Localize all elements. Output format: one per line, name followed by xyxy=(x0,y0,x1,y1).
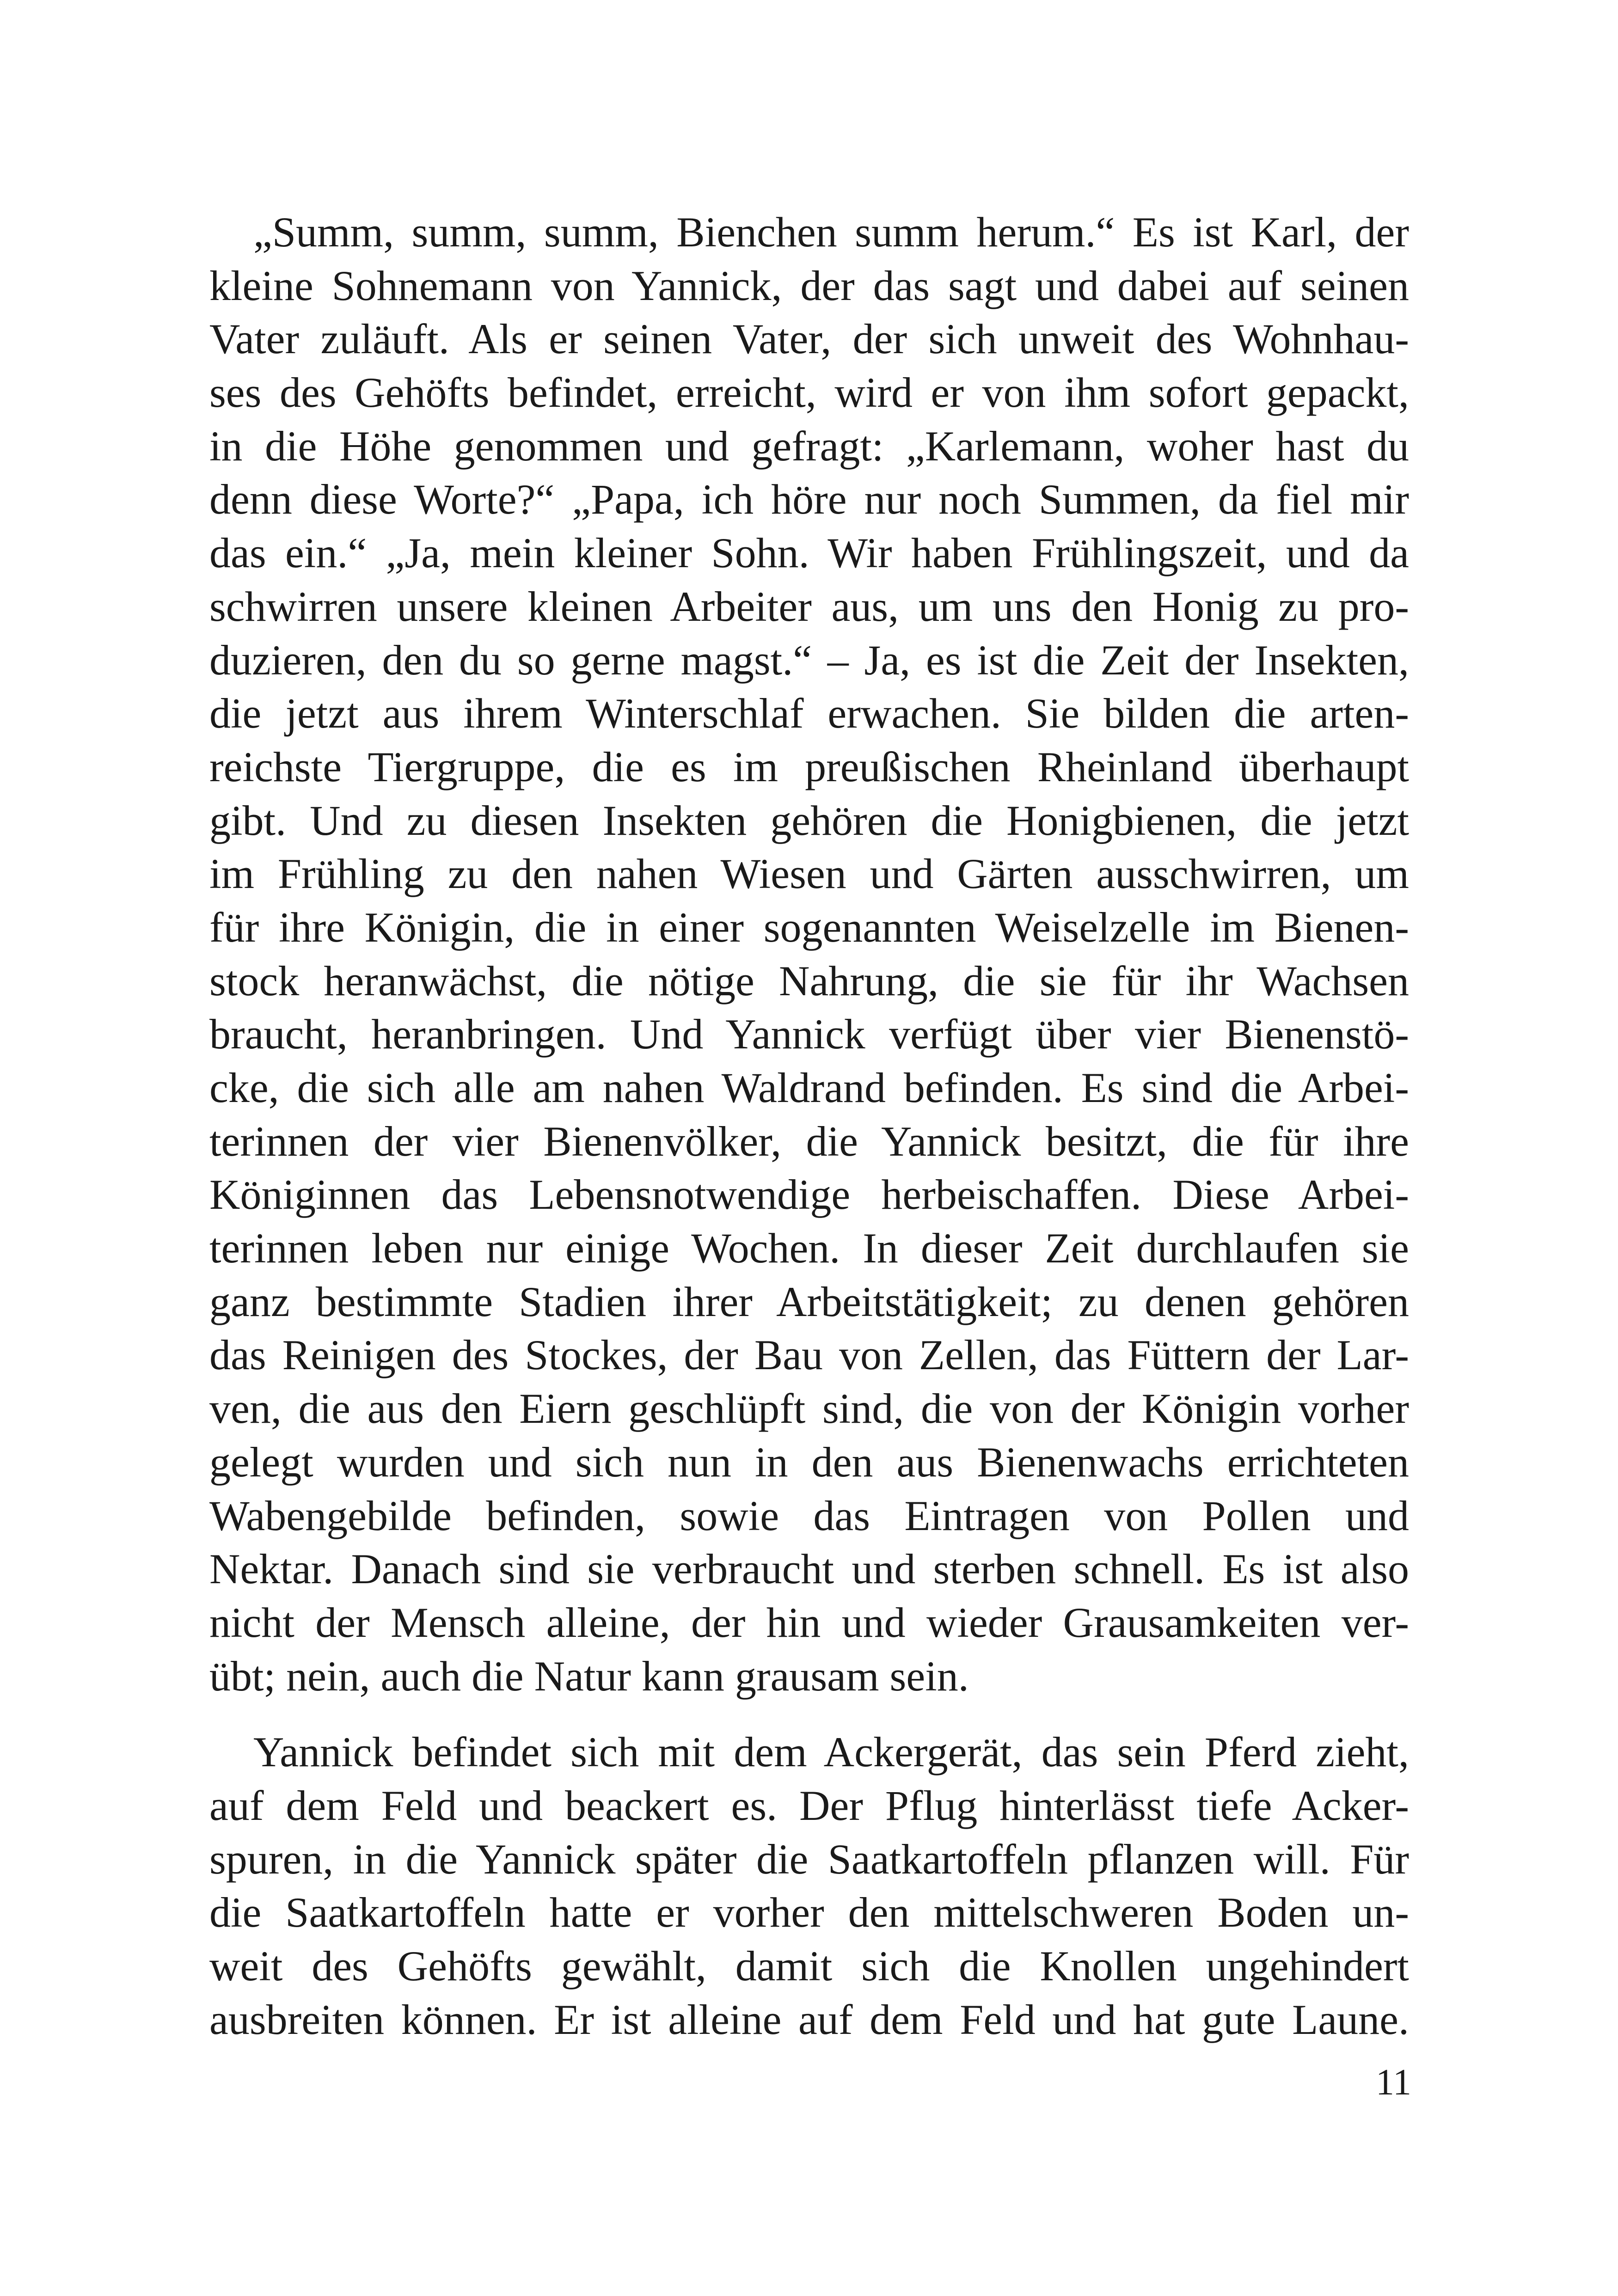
text-line: ven, die aus den Eiern geschlüpft sind, die von der Königin vorher xyxy=(209,1385,1409,1433)
text-line: schwirren unsere kleinen Arbeiter aus, um uns den Honig zu pro- xyxy=(209,582,1409,630)
text-line: terinnen leben nur einige Wochen. In dieser Zeit durchlaufen sie xyxy=(209,1225,1409,1272)
text-line: braucht, heranbringen. Und Yannick verfügt über vier Bienenstö- xyxy=(209,1010,1409,1058)
body-text xyxy=(209,206,1409,2046)
text-line: übt; nein, auch die Natur kann grausam sein. xyxy=(209,1652,969,1700)
text-line: denn diese Worte?“ „Papa, ich höre nur noch Summen, da fiel mir xyxy=(209,476,1409,523)
text-line: terinnen der vier Bienenvölker, die Yannick besitzt, die für ihre xyxy=(209,1117,1409,1165)
text-line: das ein.“ „Ja, mein kleiner Sohn. Wir haben Frühlingszeit, und da xyxy=(209,529,1409,577)
text-line: spuren, in die Yannick später die Saatkartoffeln pflanzen will. Für xyxy=(209,1835,1409,1883)
text-line: Nektar. Danach sind sie verbraucht und sterben schnell. Es ist also xyxy=(209,1545,1409,1593)
paragraph xyxy=(209,1726,1409,2046)
paragraph xyxy=(209,206,1409,1703)
text-line: weit des Gehöfts gewählt, damit sich die Knollen ungehindert xyxy=(209,1942,1409,1990)
text-line: in die Höhe genommen und gefragt: „Karlemann, woher hast du xyxy=(209,422,1409,470)
text-line: ausbreiten können. Er ist alleine auf dem Feld und hat gute Laune. xyxy=(209,1996,1409,2043)
text-line: das Reinigen des Stockes, der Bau von Zellen, das Füttern der Lar- xyxy=(209,1331,1409,1379)
text-line: die jetzt aus ihrem Winterschlaf erwachen. Sie bilden die arten- xyxy=(209,690,1409,737)
text-line: Yannick befindet sich mit dem Ackergerät, das sein Pferd zieht, xyxy=(253,1728,1409,1776)
text-line: „Summ, summ, summ, Bienchen summ herum.“ Es ist Karl, der xyxy=(253,208,1409,256)
text-line: reichste Tiergruppe, die es im preußischen Rheinland überhaupt xyxy=(209,743,1409,790)
text-line: auf dem Feld und beackert es. Der Pflug hinterlässt tiefe Acker- xyxy=(209,1782,1409,1829)
text-line: gibt. Und zu diesen Insekten gehören die Honigbienen, die jetzt xyxy=(209,796,1409,844)
text-line: Vater zuläuft. Als er seinen Vater, der sich unweit des Wohnhau- xyxy=(209,315,1409,363)
text-line: Königinnen das Lebensnotwendige herbeischaffen. Diese Arbei- xyxy=(209,1171,1409,1218)
text-line: für ihre Königin, die in einer sogenannten Weiselzelle im Bienen- xyxy=(209,903,1409,951)
text-line: Wabengebilde befinden, sowie das Eintragen von Pollen und xyxy=(209,1492,1409,1539)
text-line: im Frühling zu den nahen Wiesen und Gärten ausschwirren, um xyxy=(209,850,1409,898)
text-line: cke, die sich alle am nahen Waldrand befinden. Es sind die Arbei- xyxy=(209,1064,1409,1111)
text-line: kleine Sohnemann von Yannick, der das sagt und dabei auf seinen xyxy=(209,262,1409,309)
text-line: nicht der Mensch alleine, der hin und wieder Grausamkeiten ver- xyxy=(209,1598,1409,1646)
text-line: ganz bestimmte Stadien ihrer Arbeitstätigkeit; zu denen gehören xyxy=(209,1278,1409,1325)
text-line: stock heranwächst, die nötige Nahrung, die sie für ihr Wachsen xyxy=(209,957,1409,1004)
text-line: duzieren, den du so gerne magst.“ – Ja, es ist die Zeit der Insekten, xyxy=(209,636,1409,684)
text-line: die Saatkartoffeln hatte er vorher den mittelschweren Boden un- xyxy=(209,1889,1409,1936)
text-line: ses des Gehöfts befindet, erreicht, wird er von ihm sofort gepackt, xyxy=(209,369,1409,416)
page-number: 11 xyxy=(1375,2062,1411,2103)
text-line: gelegt wurden und sich nun in den aus Bienenwachs errichteten xyxy=(209,1438,1409,1486)
paragraph-spacer xyxy=(209,1703,1409,1726)
